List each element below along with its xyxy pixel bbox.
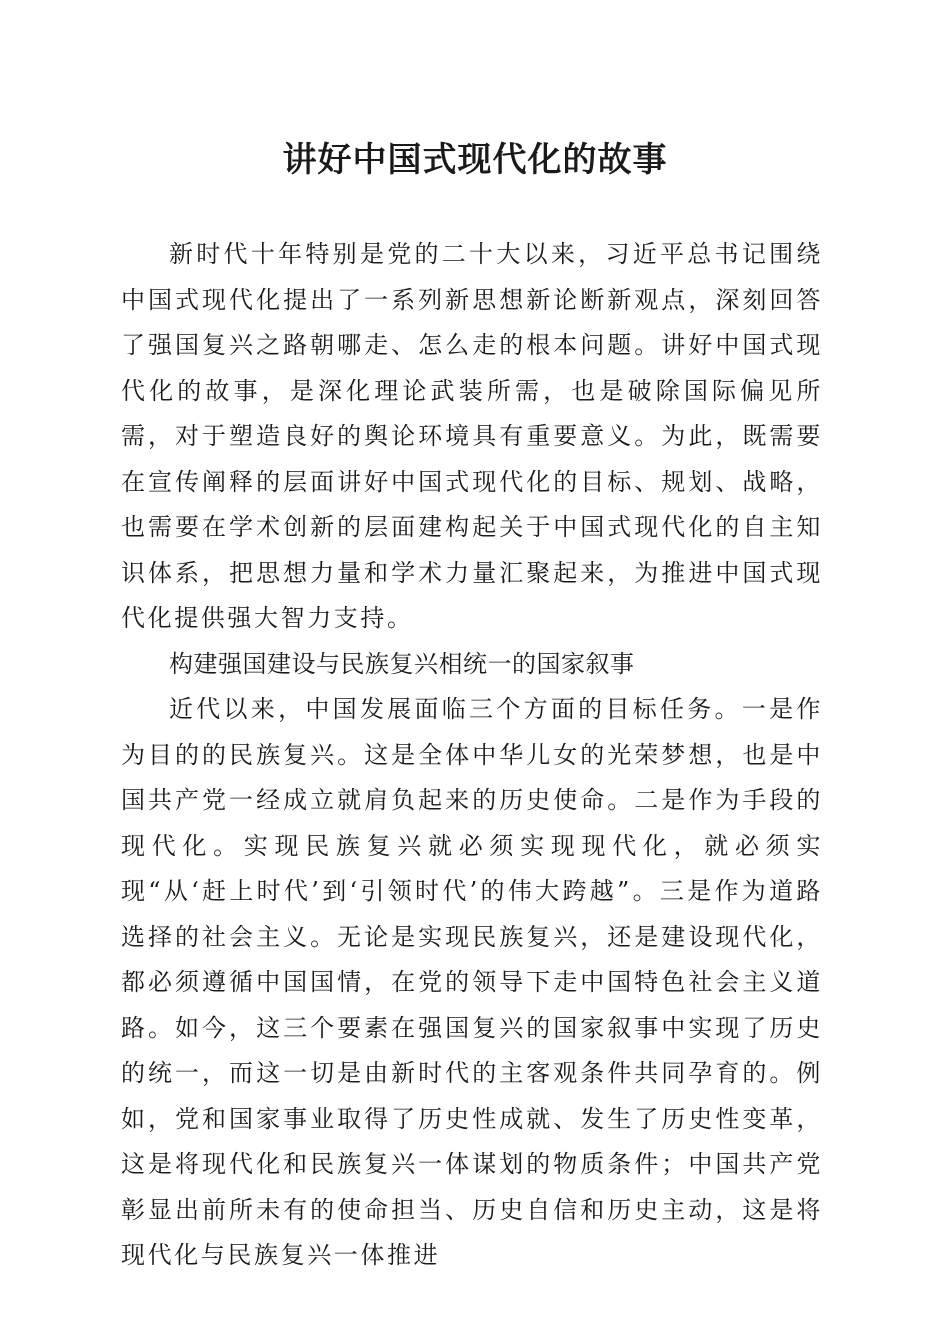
page-title: 讲好中国式现代化的故事 bbox=[282, 140, 668, 180]
section-heading: 构建强国建设与民族复兴相统一的国家叙事 bbox=[169, 649, 635, 678]
paragraph-national-narrative: 近代以来，中国发展面临三个方面的目标任务。一是作为目的的民族复兴。这是全体中华儿女的光荣梦想，也是中国共产党一经成立就肩负起来的历史使命。二是作为手段的现代化。实现民族复兴就必须实现现代化，就必须实现“从‘赶上时代’到‘引领时代’的伟大跨越”。三是作为道路选择的社会主义。无论是实现民族复兴，还是建设现代化，都必须遵循中国国情，在党的领导下走中国特色社会主义道路。如今，这三个要素在强国复兴的国家叙事中实现了历史的统一，而这一切是由新时代的主客观条件共同孕育的。例如，党和国家事业取得了历史性成就、发生了历史性变革，这是将现代化和民族复兴一体谋划的物质条件；中国共产党彰显出前所未有的使命担当、历史自信和历史主动，这是将现代化与民族复兴一体推进 bbox=[121, 695, 823, 1269]
article-body bbox=[121, 232, 823, 1279]
paragraph-intro: 新时代十年特别是党的二十大以来，习近平总书记围绕中国式现代化提出了一系列新思想新论断新观点，深刻回答了强国复兴之路朝哪走、怎么走的根本问题。讲好中国式现代化的故事，是深化理论武装所需，也是破除国际偏见所需，对于塑造良好的舆论环境具有重要意义。为此，既需要在宣传阐释的层面讲好中国式现代化的目标、规划、战略，也需要在学术创新的层面建构起关于中国式现代化的自主知识体系，把思想力量和学术力量汇聚起来，为推进中国式现代化提供强大智力支持。 bbox=[121, 240, 823, 632]
